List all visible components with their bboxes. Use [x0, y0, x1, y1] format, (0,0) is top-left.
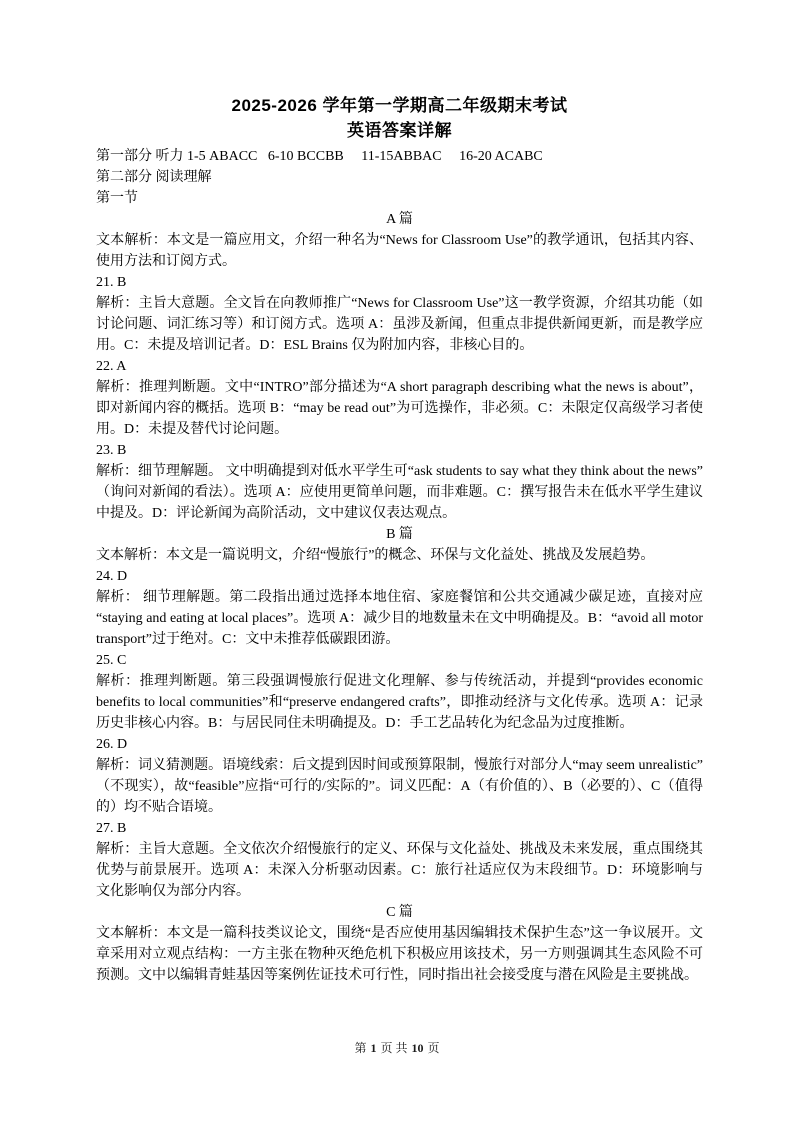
passage-c-heading: C 篇 [386, 905, 413, 920]
answer-22: 22. A [96, 359, 127, 374]
listening-answers-line: 第一部分 听力 1-5 ABACC 6-10 BCCBB 11-15ABBAC 16-20 ACABC [96, 149, 543, 164]
answer-23: 23. B [96, 443, 127, 458]
document-body [96, 146, 703, 986]
answer-25: 25. C [96, 653, 127, 668]
footer-prefix: 第 [354, 1041, 367, 1055]
document-content [96, 93, 703, 986]
page-footer [0, 1040, 794, 1056]
explanation-25: 解析：推理判断题。第三段强调慢旅行促进文化理解、参与传统活动，并提到“provides economic benefits to local communities”和“preserve endangered crafts”，即推动经济与文化传承。选项 A：记录历史非核心内容。B：与居民同住未明确提及。D：手工艺品转化为纪念品为过度推断。 [96, 674, 703, 731]
answer-key-subtitle: 英语答案详解 [347, 121, 452, 140]
explanation-26: 解析：词义猜测题。语境线索：后文提到因时间或预算限制，慢旅行对部分人“may seem unrealistic”（不现实），故“feasible”应指“可行的/实际的”。词义匹配：A（有价值的）、B（必要的）、C（值得的）均不贴合语境。 [96, 758, 703, 815]
answer-21: 21. B [96, 275, 127, 290]
explanation-24: 解析： 细节理解题。第二段指出通过选择本地住宿、家庭餐馆和公共交通减少碳足迹，直接对应“staying and eating at local places”。选项 A：减少目的地数量未在文中明确提及。B：“avoid all motor transport”过于绝对。C：文中未推荐低碳跟团游。 [96, 590, 703, 647]
page-number: 1 [370, 1041, 377, 1055]
answer-27: 27. B [96, 821, 127, 836]
answer-26: 26. D [96, 737, 128, 752]
explanation-22: 解析：推理判断题。文中“INTRO”部分描述为“A short paragraph describing what the news is about”，即对新闻内容的概括。选项 B：“may be read out”为可选操作，非必须。C：未限定仅高级学习者使用。D：未提及替代讨论问题。 [96, 380, 703, 437]
explanation-23: 解析：细节理解题。 文中明确提到对低水平学生可“ask students to say what they think about the news”（询问对新闻的看法）。选项 A：应使用更简单问题，而非难题。C：撰写报告未在低水平学生建议中提及。D：评论新闻为高阶活动，文中建议仅表达观点。 [96, 464, 703, 521]
total-pages: 10 [411, 1041, 424, 1055]
passage-a-summary: 文本解析：本文是一篇应用文，介绍一种名为“News for Classroom Use”的教学通讯，包括其内容、使用方法和订阅方式。 [96, 233, 703, 269]
exam-title: 2025-2026 学年第一学期高二年级期末考试 [231, 96, 568, 115]
section1-heading: 第一节 [96, 191, 138, 206]
passage-b-summary: 文本解析：本文是一篇说明文，介绍“慢旅行”的概念、环保与文化益处、挑战及发展趋势。 [96, 548, 655, 563]
answer-24: 24. D [96, 569, 128, 584]
part2-heading: 第二部分 阅读理解 [96, 170, 212, 185]
footer-suffix: 页 [427, 1041, 440, 1055]
explanation-27: 解析：主旨大意题。全文依次介绍慢旅行的定义、环保与文化益处、挑战及未来发展，重点围绕其优势与前景展开。选项 A：未深入分析驱动因素。C：旅行社适应仅为末段细节。D：环境影响与文化影响仅为部分内容。 [96, 842, 703, 899]
footer-middle: 页 共 [380, 1041, 408, 1055]
passage-c-summary: 文本解析：本文是一篇科技类议论文，围绕“是否应使用基因编辑技术保护生态”这一争议展开。文章采用对立观点结构：一方主张在物种灭绝危机下积极应用该技术，另一方则强调其生态风险不可预测。文中以编辑青蛙基因等案例佐证技术可行性，同时指出社会接受度与潜在风险是主要挑战。 [96, 926, 703, 983]
passage-b-heading: B 篇 [386, 527, 413, 542]
passage-a-heading: A 篇 [386, 212, 413, 227]
explanation-21: 解析：主旨大意题。全文旨在向教师推广“News for Classroom Use”这一教学资源，介绍其功能（如讨论问题、词汇练习等）和订阅方式。选项 A：虽涉及新闻，但重点非提供新闻更新，而是教学应用。C：未提及培训记者。D：ESL Brains 仅为附加内容，非核心目的。 [96, 296, 703, 353]
